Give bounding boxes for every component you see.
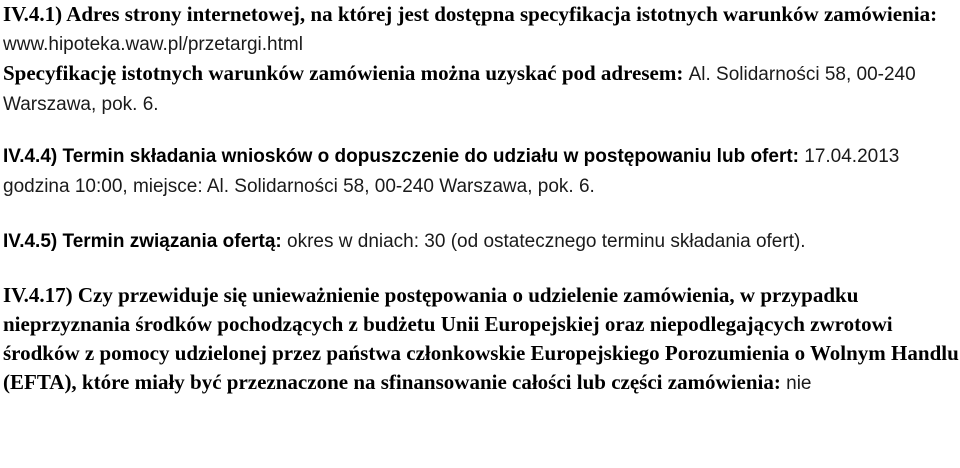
section-iv-4-5: [3, 226, 960, 256]
section-iv-4-5-label: IV.4.5) Termin związania ofertą:: [3, 231, 282, 252]
section-iv-4-1-label2: Specyfikację istotnych warunków zamówienia można uzyskać pod adresem:: [3, 61, 684, 85]
section-iv-4-17-value: nie: [786, 373, 812, 394]
section-iv-4-5-value: okres w dniach: 30 (od ostatecznego terminu składania ofert).: [287, 231, 806, 252]
section-iv-4-17: [3, 281, 960, 398]
section-iv-4-4: [3, 141, 960, 201]
section-iv-4-1-url: www.hipoteka.waw.pl/przetargi.html: [3, 34, 303, 55]
section-iv-4-1-address: Al. Solidarności 58, 00-240 Warszawa, pok. 6.: [3, 64, 916, 115]
section-iv-4-4-value: 17.04.2013 godzina 10:00, miejsce: Al. Solidarności 58, 00-240 Warszawa, pok. 6.: [3, 146, 900, 197]
section-iv-4-1-label: IV.4.1) Adres strony internetowej, na której jest dostępna specyfikacja istotnych warunków zamówienia:: [3, 2, 938, 26]
section-iv-4-17-label: IV.4.17) Czy przewiduje się unieważnienie postępowania o udzielenie zamówienia, w przypadku nieprzyznania środków pochodzących z budżetu Unii Europejskiej oraz niepodlegających zwrotowi środków z pomocy udzielonej przez państwa członkowskie Europejskiego Porozumienia o Wolnym Handlu (EFTA), które miały być przeznaczone na sfinansowanie całości lub części zamówienia:: [3, 283, 959, 394]
section-iv-4-4-label: IV.4.4) Termin składania wniosków o dopuszczenie do udziału w postępowaniu lub ofert:: [3, 146, 799, 167]
section-iv-4-1: [3, 0, 960, 119]
